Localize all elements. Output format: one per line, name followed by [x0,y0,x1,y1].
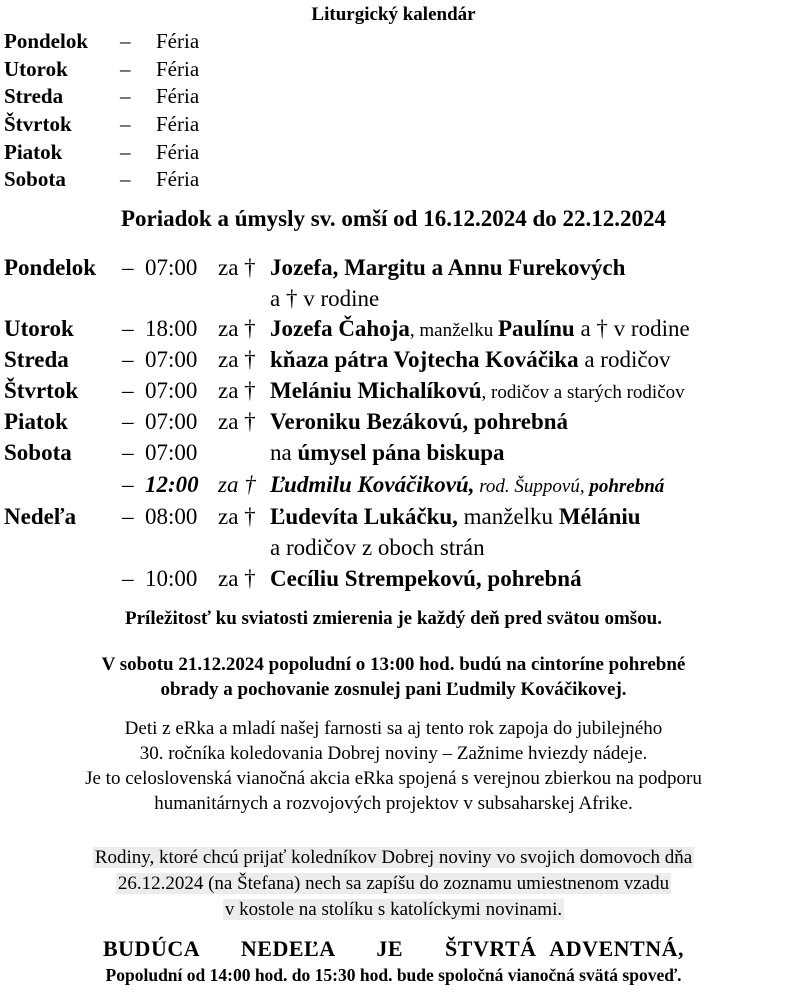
intention-pre: na [270,440,298,465]
intention-rest: manželku [457,504,559,529]
mass-dash: – [122,440,134,465]
mass-dash: – [122,255,134,280]
mass-intention [270,564,582,594]
advent-subtitle: Popoludní od 14:00 hod. do 15:30 hod. bude spoločná vianočná svätá spoveď. [105,965,682,985]
intention-small: rod. Šuppovú, [474,476,590,497]
mass-za [218,407,256,437]
confession-note: Príležitosť ku sviatosti zmierenia je každý deň pred svätou omšou. [125,608,662,629]
advent-title: BUDÚCA NEDEĽA JE ŠTVRTÁ ADVENTNÁ, [103,936,684,961]
funeral-note-line: obrady a pochovanie zosnulej pani Ľudmily Kováčikovej. [160,679,627,700]
calendar-day: Utorok [4,57,68,81]
calendar-dash: – [120,29,131,53]
cross-icon: † [244,316,256,341]
mass-time [122,376,197,406]
mass-intention [270,438,505,468]
mass-time [122,407,197,437]
intention-names: Cecíliu Strempekovú, pohrebná [270,566,582,591]
calendar-value: Féria [156,84,200,108]
mass-intention [270,253,625,283]
intention-names: kňaza pátra Vojtecha Kováčika [270,347,579,372]
intention-names: Ľudmilu Kováčikovú, [270,472,475,497]
mass-day: Piatok [4,409,68,434]
calendar-title: Liturgický kalendár [311,4,476,25]
calendar-value: Féria [156,167,200,191]
mass-time-value: 07:00 [145,255,198,280]
erko-line: humanitárnych a rozvojových projektov v subsaharskej Afrike. [154,793,633,814]
za-label: za [218,347,239,372]
za-label: za [218,409,239,434]
za-label: za [218,255,239,280]
intention-rest: a † v rodine [574,316,690,341]
mass-day: Štvrtok [4,378,79,403]
mass-intention-continuation: a rodičov z oboch strán [270,535,485,560]
mass-time [122,345,197,375]
mass-day: Streda [4,347,69,372]
calendar-value: Féria [156,140,200,164]
erko-paragraph [0,716,787,816]
mass-schedule-title: Poriadok a úmysly sv. omší od 16.12.2024 do 22.12.2024 [120,206,667,231]
mass-dash: – [122,409,134,434]
za-label: za [218,472,239,497]
mass-dash: – [122,472,134,497]
mass-time [122,564,197,594]
cross-icon: † [244,504,256,529]
funeral-note-line: V sobotu 21.12.2024 popoludní o 13:00 hod. budú na cintoríne pohrebné [101,654,686,675]
intention-small: , manželku [409,320,498,341]
mass-za [218,345,256,375]
intention-names: Jozefa, Margitu a Annu Furekových [270,255,626,280]
erko-line: 30. ročníka koledovania Dobrej noviny – Zažnime hviezdy nádeje. [139,743,648,764]
mass-time [122,253,197,283]
mass-intention [270,376,685,408]
mass-za [218,253,256,283]
mass-day: Pondelok [4,255,97,280]
mass-time [122,502,197,532]
intention-names-2: pohrebná [589,476,665,497]
families-line: 26.12.2024 (na Štefana) nech sa zapíšu do zoznamu umiestnenom vzadu [117,873,670,894]
intention-names: Jozefa Čahoja [270,316,410,341]
intention-names: úmysel pána biskupa [297,440,505,465]
erko-line: Deti z eRka a mladí našej farnosti sa aj tento rok zapoja do jubilejného [124,718,663,739]
mass-time-value: 07:00 [145,347,198,372]
calendar-dash: – [120,167,131,191]
cross-icon: † [244,378,256,403]
mass-day: Sobota [4,440,72,465]
mass-dash: – [122,316,134,341]
mass-za [218,376,256,406]
mass-dash: – [122,347,134,372]
calendar-day: Streda [4,84,64,108]
intention-small: , rodičov a starých rodičov [481,382,685,403]
families-line: Rodiny, ktoré chcú prijať koledníkov Dobrej noviny vo svojich domovoch dňa [94,847,693,868]
calendar-day: Štvrtok [4,112,72,136]
intention-names: Ľudevíta Lukáčku, [270,504,458,529]
calendar-dash: – [120,140,131,164]
mass-dash: – [122,378,134,403]
za-label: za [218,504,239,529]
mass-time-value: 12:00 [145,472,199,497]
mass-time-value: 07:00 [145,378,198,403]
cross-icon: † [244,255,256,280]
calendar-day: Piatok [4,140,63,164]
erko-line: Je to celoslovenská vianočná akcia eRka spojená s verejnou zbierkou na podporu [85,768,702,789]
calendar-dash: – [120,57,131,81]
mass-time-value: 07:00 [145,409,198,434]
mass-intention-continuation: a † v rodine [270,286,380,311]
cross-icon: † [244,472,256,497]
mass-time-value: 10:00 [145,566,198,591]
calendar-day: Pondelok [4,29,89,53]
calendar-dash: – [120,84,131,108]
mass-dash: – [122,504,134,529]
families-line: v kostole na stolíku s katolíckymi novinami. [224,899,563,920]
calendar-value: Féria [156,29,200,53]
calendar-dash: – [120,112,131,136]
funeral-note [0,652,787,702]
mass-time [122,438,197,468]
mass-intention [270,345,671,375]
mass-za [218,564,256,594]
za-label: za [218,566,239,591]
mass-intention [270,502,641,532]
intention-names: Veroniku Bezákovú, pohrebná [270,409,569,434]
cross-icon: † [244,566,256,591]
mass-za [218,470,256,500]
mass-za [218,502,256,532]
za-label: za [218,378,239,403]
calendar-value: Féria [156,112,200,136]
mass-time [122,314,197,344]
mass-time-value: 08:00 [145,504,198,529]
mass-intention [270,314,690,346]
families-paragraph [0,845,787,923]
cross-icon: † [244,347,256,372]
cross-icon: † [244,409,256,434]
mass-time-value: 07:00 [145,440,198,465]
za-label: za [218,316,239,341]
mass-time-value: 18:00 [145,316,198,341]
intention-names-2: Mélániu [558,504,641,529]
calendar-day: Sobota [4,167,66,191]
mass-za [218,314,256,344]
calendar-value: Féria [156,57,200,81]
intention-names: Melániu Michalíkovú [270,378,482,403]
mass-time [122,470,199,500]
mass-intention [270,407,568,437]
mass-day: Utorok [4,316,74,341]
mass-day: Nedeľa [4,504,77,529]
mass-intention [270,470,664,502]
intention-names-2: Paulínu [498,316,575,341]
mass-dash: – [122,566,134,591]
intention-rest: a rodičov [578,347,671,372]
